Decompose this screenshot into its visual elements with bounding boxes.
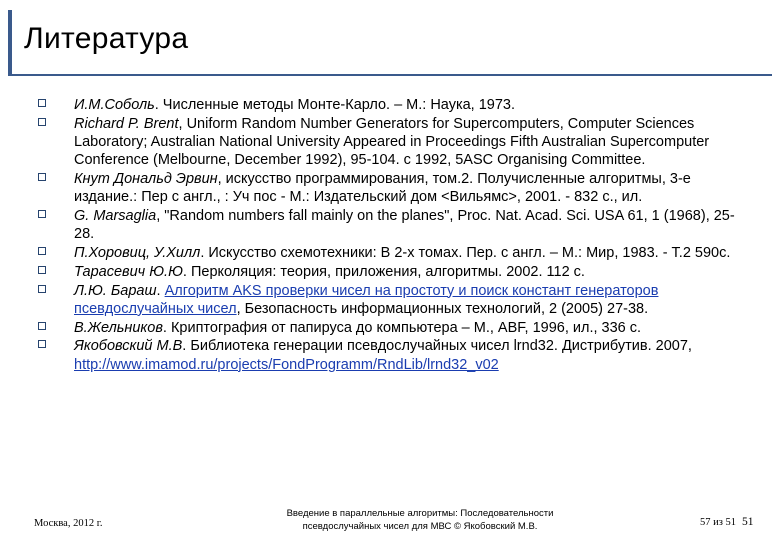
reference-text: . Численные методы Монте-Карло. – М.: Наука, 1973. bbox=[154, 97, 516, 113]
reference-author: Л.Ю. Бараш bbox=[74, 282, 157, 299]
reference-item bbox=[38, 282, 750, 318]
reference-item bbox=[38, 115, 750, 170]
footer-course-title bbox=[250, 507, 590, 533]
footer-course-line-1: Введение в параллельные алгоритмы: Последовательности bbox=[286, 508, 554, 519]
square-bullet-icon bbox=[38, 173, 46, 181]
slide-title: Литература bbox=[24, 22, 189, 55]
square-bullet-icon bbox=[38, 210, 46, 218]
reference-item bbox=[38, 337, 750, 373]
reference-author: Якобовский М.В bbox=[74, 338, 183, 355]
reference-text: . Криптография от папируса до компьютера – М., ABF, 1996, ил., 336 с. bbox=[162, 319, 642, 336]
page-total: 51 bbox=[742, 516, 754, 528]
footer-course-line-2: псевдослучайных чисел для МВС © Якобовский М.В. bbox=[302, 521, 538, 532]
page-counter: 57 из 51 bbox=[700, 517, 737, 528]
square-bullet-icon bbox=[38, 266, 46, 274]
reference-author: G. Marsaglia bbox=[74, 208, 157, 224]
title-accent-bar bbox=[8, 10, 12, 74]
reference-text: , "Random numbers fall mainly on the planes", Proc. Nat. Acad. Sci. USA 61, 1 (1968), 25-28. bbox=[74, 208, 735, 243]
reference-author: В.Жельников bbox=[74, 319, 163, 336]
reference-text: . bbox=[156, 282, 165, 299]
reference-item bbox=[38, 207, 750, 243]
reference-list bbox=[38, 96, 750, 374]
reference-item bbox=[38, 170, 750, 206]
footer-location-date: Москва, 2012 г. bbox=[34, 518, 103, 529]
reference-item bbox=[38, 244, 750, 262]
reference-text: , Uniform Random Number Generators for Supercomputers, Computer Sciences Laboratory; Australian National University Appeared in Proceedings Fifth Australian Supercomputer Conference (Melbourne, December 1992), 95-104. с 1992, 5ASC Organising Committee. bbox=[74, 115, 710, 169]
square-bullet-icon bbox=[38, 340, 46, 348]
reference-url-link[interactable]: http://www.imamod.ru/projects/FondProgramm/RndLib/lrnd32_v02 bbox=[74, 356, 499, 373]
reference-author: Кнут Дональд Эрвин bbox=[74, 171, 218, 187]
reference-item bbox=[38, 319, 750, 337]
reference-tail: , Безопасность информационных технологий, 2 (2005) 27-38. bbox=[236, 300, 649, 317]
square-bullet-icon bbox=[38, 118, 46, 126]
square-bullet-icon bbox=[38, 285, 46, 293]
title-underline bbox=[8, 74, 772, 76]
reference-text: , искусство программирования, том.2. Получисленные алгоритмы, 3-е издание.: Пер с англ., : Уч пос - М.: Издательский дом <Вильямс>, 2001. - 832 с., ил. bbox=[74, 171, 691, 206]
square-bullet-icon bbox=[38, 247, 46, 255]
reference-text: . Библиотека генерации псевдослучайных чисел lrnd32. Дистрибутив. 2007, bbox=[182, 338, 692, 355]
reference-text: . Искусство схемотехники: В 2-х томах. Пер. с англ. – М.: Мир, 1983. - Т.2 590с. bbox=[200, 245, 731, 261]
square-bullet-icon bbox=[38, 99, 46, 107]
reference-author: Richard P. Brent bbox=[74, 115, 179, 132]
reference-author: Тарасевич Ю.Ю bbox=[74, 263, 183, 280]
reference-text: . Перколяция: теория, приложения, алгоритмы. 2002. 112 с. bbox=[182, 263, 585, 280]
footer-page-number bbox=[700, 516, 754, 528]
reference-link[interactable]: Алгоритм AKS проверки чисел на простоту и поиск констант генераторов псевдослучайных чисел bbox=[74, 282, 659, 317]
reference-author: П.Хоровиц, У.Хилл bbox=[74, 245, 201, 261]
square-bullet-icon bbox=[38, 322, 46, 330]
reference-item bbox=[38, 96, 750, 114]
reference-item bbox=[38, 263, 750, 281]
reference-author: И.М.Соболь bbox=[74, 97, 155, 113]
